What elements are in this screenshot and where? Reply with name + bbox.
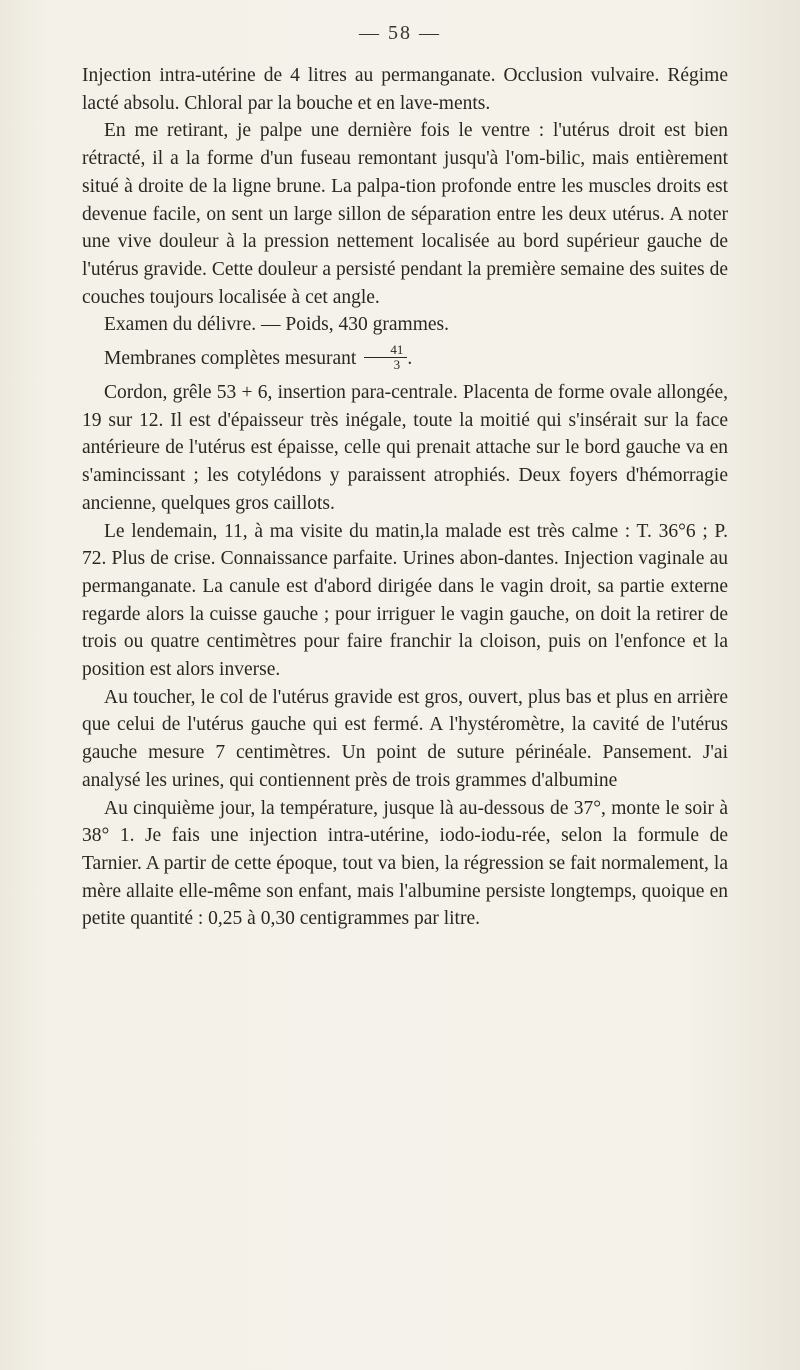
paragraph-cordon: Cordon, grêle 53 + 6, insertion para-centrale. Placenta de forme ovale allongée, 19 sur 12. Il est d'épaisseur très inégale, toute la moitié qui s'insérait sur la face antérieure de l'utérus est épaisse, celle qui prenait attache sur le bord gauche va en s'amincissant ; les cotylédons y paraissent atrophiés. Deux foyers d'hémorragie ancienne, quelques gros caillots. [82,382,728,514]
body-text [82,62,728,933]
paragraph-toucher: Au toucher, le col de l'utérus gravide est gros, ouvert, plus bas et plus en arrière que celui de l'utérus gauche qui est fermé. A l'hystéromètre, la cavité de l'utérus gauche mesure 7 centimètres. Un point de suture périnéale. Pansement. J'ai analysé les urines, qui contiennent près de trois grammes d'albumine [82,686,728,791]
paragraph-membranes [82,339,728,379]
paragraph-injection: Injection intra-utérine de 4 litres au permanganate. Occlusion vulvaire. Régime lacté absolu. Chloral par la bouche et en lave-ments. [82,65,728,114]
paragraph-cinquieme-jour: Au cinquième jour, la température, jusque là au-dessous de 37°, monte le soir à 38° 1. Je fais une injection intra-utérine, iodo-iodu-rée, selon la formule de Tarnier. A partir de cette époque, tout va bien, la régression se fait normalement, la mère allaite elle-même son enfant, mais l'albumine persiste longtemps, quoique en petite quantité : 0,25 à 0,30 centigrammes par litre. [82,797,728,930]
fraction-numerator: 41 [364,343,407,358]
paragraph-examen: Examen du délivre. — Poids, 430 grammes. [104,314,449,336]
page-number: — 58 — [359,22,441,44]
fraction-denominator: 3 [393,357,401,373]
membranes-end: . [407,348,413,370]
paragraph-palpation: En me retirant, je palpe une dernière fois le ventre : l'utérus droit est bien rétracté, il a la forme d'un fuseau remontant jusqu'à l'om-bilic, mais entièrement situé à droite de la ligne brune. La palpa-tion profonde entre les muscles droits est devenue facile, on sent un large sillon de séparation entre les deux utérus. A noter une vive douleur à la pression nettement localisée au bord supérieur gauche de l'utérus gravide. Cette douleur a persisté pendant la première semaine des suites de couches toujours localisée à cet angle. [82,120,728,308]
membranes-text: Membranes complètes mesurant [104,348,357,370]
paragraph-lendemain: Le lendemain, 11, à ma visite du matin,la malade est très calme : T. 36°6 ; P. 72. Plus de crise. Connaissance parfaite. Urines abon-dantes. Injection vaginale au permanganate. La canule est d'abord dirigée dans le vagin droit, sa partie externe regarde alors la cuisse gauche ; pour irriguer le vagin gauche, on doit la retirer de trois ou quatre centimètres pour faire franchir la cloison, puis on l'enfonce et la position est alors inverse. [82,520,728,681]
membranes-fraction [364,343,407,372]
